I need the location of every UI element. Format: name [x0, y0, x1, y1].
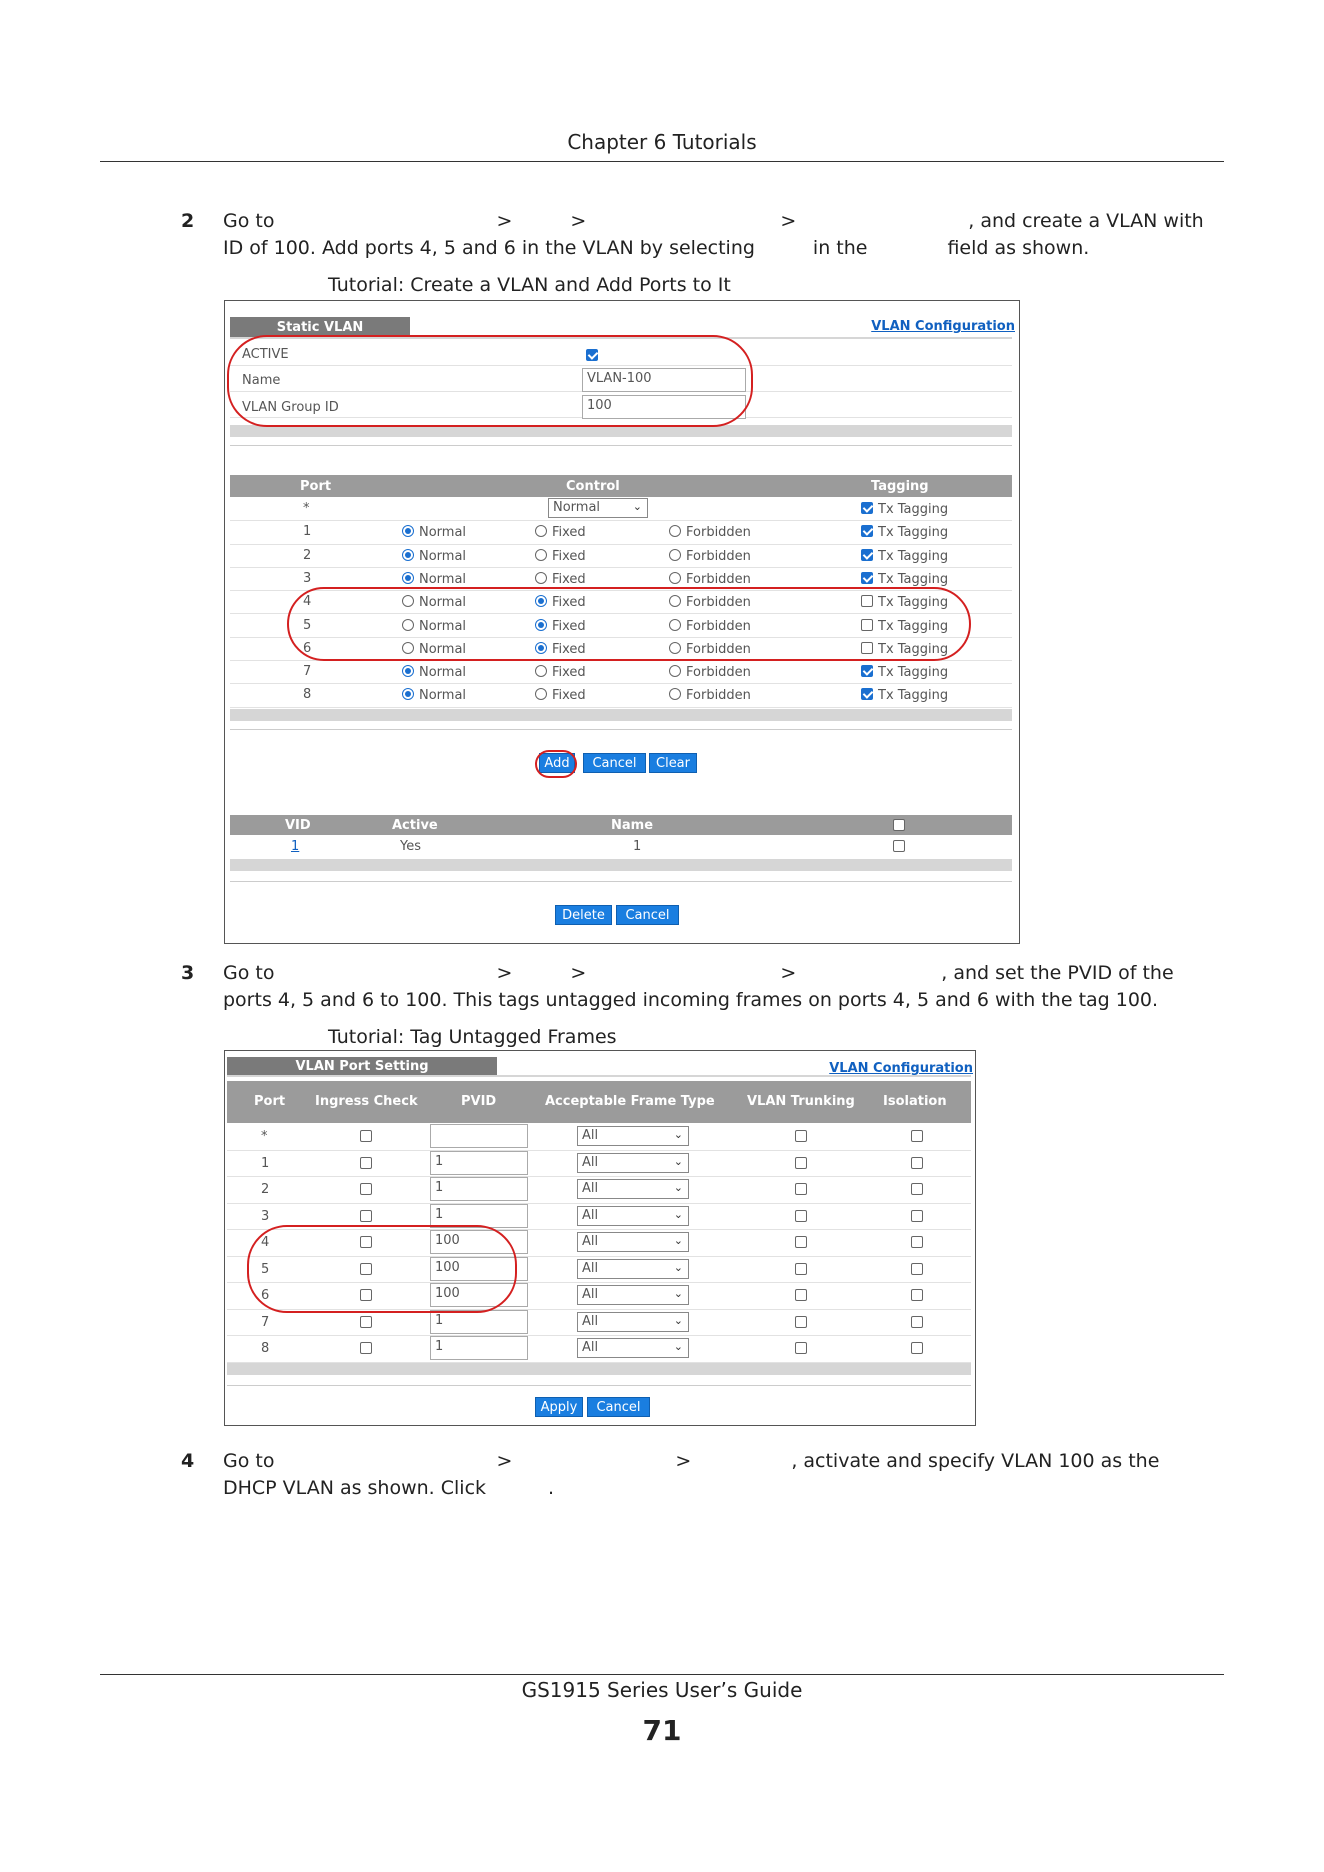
port-label: 7 [261, 1314, 270, 1330]
option-label: Normal [419, 548, 467, 564]
table-row [227, 1176, 971, 1203]
port-label: 8 [261, 1341, 270, 1356]
divider [230, 729, 1012, 730]
step-text-part: , and create a VLAN with [968, 210, 1204, 232]
step-text-part: > [496, 962, 513, 984]
isolation-checkbox[interactable] [911, 1289, 923, 1301]
step-text-part: Go to [223, 962, 275, 984]
step-text-part: Go to [223, 210, 275, 232]
ingress-check-checkbox[interactable] [360, 1157, 372, 1169]
isolation-checkbox[interactable] [911, 1316, 923, 1328]
port-setting-header [227, 1081, 971, 1123]
isolation-checkbox[interactable] [911, 1157, 923, 1169]
port-label: * [261, 1129, 268, 1144]
forbidden-radio[interactable] [669, 688, 681, 700]
vlan-trunking-column-header: VLAN Trunking [747, 1094, 855, 1109]
vlan-trunking-checkbox[interactable] [795, 1263, 807, 1275]
page-number: 71 [642, 1714, 682, 1747]
step-text-part: > [570, 210, 587, 232]
frame-type-select[interactable] [577, 1206, 689, 1226]
divider [230, 445, 1012, 446]
cancel-button[interactable]: Cancel [587, 1397, 650, 1417]
add-button[interactable]: Add [539, 753, 575, 773]
step-text-part: field as shown. [947, 237, 1090, 259]
step-number: 4 [181, 1450, 195, 1472]
frame-type-select[interactable] [577, 1338, 689, 1358]
port-column-header: Port [300, 479, 332, 494]
chevron-down-icon: ⌄ [632, 500, 642, 513]
table-row [227, 1123, 971, 1150]
select-all-checkbox[interactable] [893, 819, 905, 831]
select-value: All [582, 1287, 599, 1302]
option-label: Normal [419, 525, 467, 541]
name-input[interactable]: VLAN-100 [582, 368, 746, 392]
option-label: Normal [419, 665, 467, 681]
step-number: 2 [181, 210, 195, 232]
pvid-input[interactable]: 1 [430, 1177, 528, 1201]
step-text-part: , activate and specify VLAN 100 as the [791, 1450, 1160, 1472]
vid-link[interactable]: 1 [291, 839, 300, 854]
chevron-down-icon: ⌄ [673, 1287, 683, 1300]
step-text [223, 208, 1233, 262]
vlan-configuration-link[interactable]: VLAN Configuration [871, 319, 1015, 334]
divider [230, 859, 1012, 871]
chevron-down-icon: ⌄ [673, 1260, 683, 1274]
vlan-trunking-checkbox[interactable] [795, 1342, 807, 1354]
tx-tagging-label: Tx Tagging [878, 502, 949, 517]
table-row [227, 1335, 971, 1362]
tx-tagging-label: Tx Tagging [878, 571, 949, 587]
port-column-header: Port [254, 1094, 286, 1109]
step-text-part: > [780, 210, 797, 232]
port-label: 3 [303, 570, 312, 586]
step-text [223, 1448, 1233, 1502]
select-value: All [582, 1128, 599, 1143]
pvid-column-header: PVID [461, 1094, 497, 1109]
table-row [227, 1150, 971, 1177]
footer-rule [100, 1674, 1224, 1675]
option-label: Forbidden [686, 665, 751, 681]
normal-radio[interactable] [402, 525, 414, 537]
vlan-trunking-checkbox[interactable] [795, 1157, 807, 1169]
highlight-oval [247, 1225, 517, 1313]
step-number: 3 [181, 962, 195, 984]
static-vlan-panel [224, 300, 1020, 944]
tx-tagging-label: Tx Tagging [878, 595, 949, 611]
step-text-part: > [675, 1450, 692, 1472]
table-row [230, 497, 1012, 520]
chevron-down-icon: ⌄ [673, 1340, 683, 1353]
tx-tagging-checkbox[interactable] [861, 688, 873, 700]
vlan-trunking-checkbox[interactable] [795, 1210, 807, 1222]
option-label: Forbidden [686, 688, 751, 704]
chevron-down-icon: ⌄ [673, 1128, 683, 1141]
chevron-down-icon: ⌄ [673, 1313, 683, 1327]
active-label: ACTIVE [242, 347, 289, 362]
name-label: Name [242, 373, 281, 388]
port-label: 2 [261, 1182, 270, 1197]
pvid-input[interactable] [430, 1124, 528, 1148]
option-label: Fixed [552, 548, 586, 564]
forbidden-radio[interactable] [669, 549, 681, 561]
vlan-group-id-label: VLAN Group ID [242, 400, 339, 415]
step-text-part: , and set the PVID of the [941, 962, 1174, 984]
select-value: All [582, 1260, 599, 1276]
tx-tagging-checkbox[interactable] [861, 572, 873, 584]
forbidden-radio[interactable] [669, 665, 681, 677]
step-text-part: > [780, 962, 797, 984]
chevron-down-icon: ⌄ [673, 1181, 683, 1194]
pvid-input[interactable]: 100 [430, 1230, 528, 1254]
control-select[interactable] [548, 498, 648, 518]
pvid-input[interactable]: 1 [430, 1336, 528, 1360]
divider [230, 707, 1012, 708]
option-label: Normal [419, 688, 467, 704]
vlan-trunking-checkbox[interactable] [795, 1289, 807, 1301]
port-label: 3 [261, 1208, 270, 1224]
ingress-check-checkbox[interactable] [360, 1130, 372, 1142]
option-label: Fixed [552, 665, 586, 681]
vid-column-header: VID [285, 818, 311, 833]
table-row [230, 835, 1012, 857]
forbidden-radio[interactable] [669, 572, 681, 584]
ingress-check-checkbox[interactable] [360, 1316, 372, 1328]
tx-tagging-label: Tx Tagging [878, 618, 949, 634]
option-label: Forbidden [686, 618, 751, 634]
control-column-header: Control [566, 479, 620, 494]
step-text-part: . [548, 1477, 555, 1499]
port-label: 4 [303, 594, 312, 610]
table-row [230, 544, 1012, 567]
vlan-port-setting-panel [224, 1050, 976, 1426]
port-label: 8 [303, 687, 312, 703]
fixed-radio[interactable] [535, 572, 547, 584]
step-text-part: ID of 100. Add ports 4, 5 and 6 in the VLAN by selecting [223, 237, 755, 259]
option-label: Fixed [552, 618, 586, 634]
option-label: Forbidden [686, 548, 751, 564]
figure-caption: Tutorial: Create a VLAN and Add Ports to It [328, 274, 731, 296]
port-label: 5 [261, 1261, 270, 1277]
port-table-header [230, 475, 1012, 497]
table-row [230, 660, 1012, 683]
divider [230, 709, 1012, 721]
pvid-input[interactable]: 1 [430, 1310, 528, 1334]
clear-button[interactable]: Clear [649, 753, 697, 773]
chevron-down-icon: ⌄ [673, 1154, 683, 1168]
step-text-part: ports 4, 5 and 6 to 100. This tags untagged incoming frames on ports 4, 5 and 6 with the tag 100. [223, 989, 1159, 1011]
select-value: All [582, 1154, 599, 1170]
active-column-header: Active [392, 818, 438, 833]
select-value: All [582, 1340, 599, 1355]
frame-type-select[interactable] [577, 1285, 689, 1305]
frame-type-select[interactable] [577, 1259, 689, 1279]
step-text-part: > [496, 1450, 513, 1472]
frame-type-select[interactable] [577, 1232, 689, 1252]
fixed-radio[interactable] [535, 688, 547, 700]
option-label: Forbidden [686, 525, 751, 541]
option-label: Normal [419, 641, 467, 657]
port-label: 1 [261, 1155, 270, 1171]
isolation-checkbox[interactable] [911, 1130, 923, 1142]
port-label: 5 [303, 617, 312, 633]
pvid-input[interactable]: 1 [430, 1204, 528, 1228]
option-label: Normal [419, 595, 467, 611]
option-label: Forbidden [686, 641, 751, 657]
port-label: 7 [303, 664, 312, 680]
fixed-radio[interactable] [535, 549, 547, 561]
tx-tagging-checkbox[interactable] [861, 502, 873, 514]
name-value: 1 [633, 839, 642, 854]
step-text-part: > [496, 210, 513, 232]
pvid-input[interactable]: 1 [430, 1151, 528, 1175]
select-value: All [582, 1234, 599, 1249]
highlight-oval [287, 587, 971, 661]
fixed-radio[interactable] [535, 665, 547, 677]
pvid-input[interactable]: 100 [430, 1283, 528, 1307]
row-select-checkbox[interactable] [893, 840, 905, 852]
option-label: Forbidden [686, 571, 751, 587]
active-value: Yes [400, 839, 421, 854]
chevron-down-icon: ⌄ [673, 1234, 683, 1247]
divider [227, 1385, 971, 1386]
select-value: All [582, 1181, 599, 1196]
normal-radio[interactable] [402, 572, 414, 584]
normal-radio[interactable] [402, 549, 414, 561]
tx-tagging-label: Tx Tagging [878, 548, 949, 564]
tx-tagging-label: Tx Tagging [878, 665, 949, 681]
normal-radio[interactable] [402, 688, 414, 700]
option-label: Fixed [552, 641, 586, 657]
vlan-list-header [230, 815, 1012, 835]
vlan-group-id-input[interactable]: 100 [582, 395, 746, 419]
highlight-oval [535, 750, 577, 778]
tagging-column-header: Tagging [871, 479, 929, 494]
normal-radio[interactable] [402, 665, 414, 677]
frame-type-select[interactable] [577, 1126, 689, 1146]
option-label: Fixed [552, 571, 586, 587]
vlan-trunking-checkbox[interactable] [795, 1236, 807, 1248]
tx-tagging-checkbox[interactable] [861, 525, 873, 537]
step-text-part: Go to [223, 1450, 275, 1472]
ingress-check-column-header: Ingress Check [315, 1094, 418, 1109]
tx-tagging-label: Tx Tagging [878, 641, 949, 657]
tx-tagging-label: Tx Tagging [878, 525, 949, 541]
forbidden-radio[interactable] [669, 525, 681, 537]
divider [230, 881, 1012, 882]
ingress-check-checkbox[interactable] [360, 1183, 372, 1195]
tx-tagging-label: Tx Tagging [878, 688, 949, 704]
pvid-input[interactable]: 100 [430, 1257, 528, 1281]
step-text [223, 960, 1233, 1014]
tab-static-vlan[interactable]: Static VLAN [230, 317, 410, 337]
tx-tagging-checkbox[interactable] [861, 549, 873, 561]
isolation-checkbox[interactable] [911, 1210, 923, 1222]
option-label: Fixed [552, 595, 586, 611]
isolation-checkbox[interactable] [911, 1342, 923, 1354]
port-label: 6 [261, 1288, 270, 1303]
vlan-trunking-checkbox[interactable] [795, 1316, 807, 1328]
name-column-header: Name [611, 818, 654, 833]
divider [227, 1363, 971, 1375]
header-rule [100, 161, 1224, 162]
port-label: * [303, 501, 310, 516]
frame-type-select[interactable] [577, 1179, 689, 1199]
port-label: 2 [303, 547, 312, 563]
option-label: Fixed [552, 688, 586, 704]
vlan-trunking-checkbox[interactable] [795, 1130, 807, 1142]
table-row [230, 683, 1012, 706]
vlan-trunking-checkbox[interactable] [795, 1183, 807, 1195]
table-row [230, 520, 1012, 543]
select-value: All [582, 1313, 599, 1329]
highlight-oval [227, 335, 753, 427]
isolation-checkbox[interactable] [911, 1263, 923, 1275]
step-text-part: in the [812, 237, 868, 259]
step-text-part: DHCP VLAN as shown. Click [223, 1477, 487, 1499]
select-value: Normal [553, 500, 601, 515]
isolation-checkbox[interactable] [911, 1236, 923, 1248]
apply-button[interactable]: Apply [535, 1397, 583, 1417]
tab-vlan-port-setting[interactable]: VLAN Port Setting [227, 1057, 497, 1075]
step-text-part: > [570, 962, 587, 984]
port-label: 1 [303, 524, 312, 540]
option-label: Normal [419, 618, 467, 634]
option-label: Forbidden [686, 595, 751, 611]
frame-type-select[interactable] [577, 1312, 689, 1332]
vlan-configuration-link[interactable]: VLAN Configuration [829, 1061, 973, 1076]
isolation-column-header: Isolation [883, 1094, 947, 1109]
ingress-check-checkbox[interactable] [360, 1342, 372, 1354]
option-label: Fixed [552, 525, 586, 541]
guide-title: GS1915 Series User’s Guide [521, 1678, 803, 1702]
port-label: 4 [261, 1235, 270, 1250]
port-label: 6 [303, 640, 312, 656]
frame-type-select[interactable] [577, 1153, 689, 1173]
cancel-button[interactable]: Cancel [616, 905, 679, 925]
isolation-checkbox[interactable] [911, 1183, 923, 1195]
chevron-down-icon: ⌄ [673, 1207, 683, 1221]
delete-button[interactable]: Delete [555, 905, 612, 925]
ingress-check-checkbox[interactable] [360, 1210, 372, 1222]
chapter-header: Chapter 6 Tutorials [567, 130, 757, 154]
option-label: Normal [419, 571, 467, 587]
tx-tagging-checkbox[interactable] [861, 665, 873, 677]
acceptable-frame-type-column-header: Acceptable Frame Type [545, 1094, 715, 1109]
select-value: All [582, 1207, 599, 1223]
fixed-radio[interactable] [535, 525, 547, 537]
figure-caption: Tutorial: Tag Untagged Frames [328, 1026, 617, 1048]
cancel-button[interactable]: Cancel [583, 753, 646, 773]
